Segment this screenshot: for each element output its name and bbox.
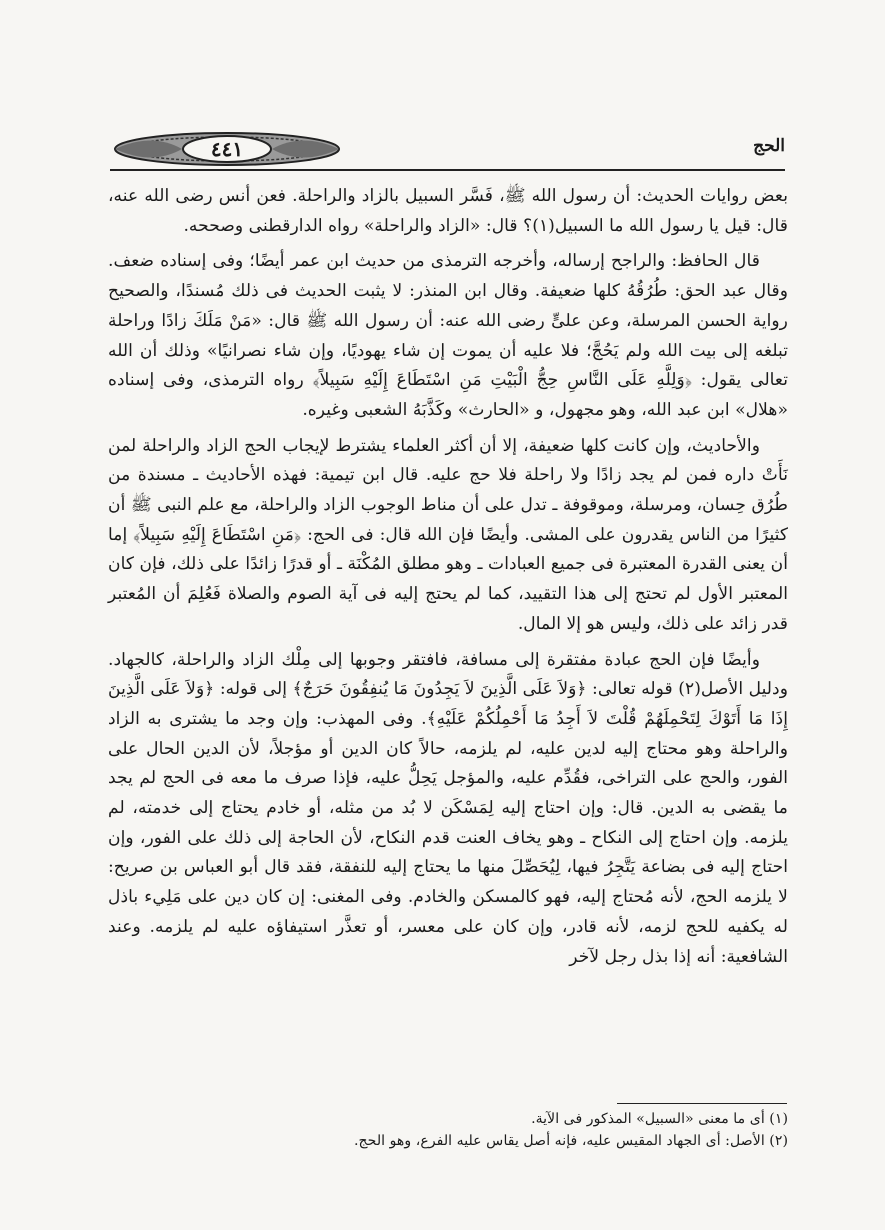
footnote: (١) أى ما معنى «السبيل» المذكور فى الآية. [531, 1111, 788, 1127]
paragraph: والأحاديث، وإن كانت كلها ضعيفة، إلا أن أكثر العلماء يشترط لإيجاب الحج الزاد والراحلة لمن نَأَتْ داره فمن لم يجد زادًا ولا راحلة فلا حج عليه. قال ابن تيمية: فهذه الأحاديث ـ مسندة من طُرُق حِسان، ومرسلة، وموقوفة ـ تدل على أن مناط الوجوب الزاد والراحلة، مع علم النبى ﷺ أن كثيرًا من الناس يقدرون على المشى. وأيضًا فإن الله قال: فى الحج: ﴿مَنِ اسْتَطَاعَ إِلَيْهِ سَبِيلاً﴾ إما أن يعنى القدرة المعتبرة فى جميع العبادات ـ وهو مطلق المُكْنَة ـ أو قدرًا زائدًا على ذلك، فإن كان المعتبر الأول لم تحتج إلى هذا التقييد، كما لم يحتج إليه فى آية الصوم والصلاة فَعُلِمَ أن المُعتبر قدر زائد على ذلك، وليس هو إلا المال. [108, 435, 788, 634]
footnote-divider [617, 1103, 787, 1104]
page-number-badge [112, 130, 342, 168]
header-divider [110, 169, 785, 171]
main-text [108, 182, 788, 972]
paragraph: قال الحافظ: والراجح إرساله، وأخرجه الترمذى من حديث ابن عمر أيضًا؛ وفى إسناده ضعف. وقال عبد الحق: طُرُقُهُ كلها ضعيفة. وقال ابن المنذر: لا يثبت الحديث فى ذلك مُسندًا، والصحيح رواية الحسن المرسلة، وعن علىٍّ رضى الله عنه: أن رسول الله ﷺ قال: «مَنْ مَلَكَ زادًا وراحلة تبلغه إلى بيت الله ولم يَحُجَّ؛ فلا عليه أن يموت إن شاء يهوديًا، وإن شاء نصرانيًا» وذلك أن الله تعالى يقول: ﴿وَلِلَّهِ عَلَى النَّاسِ حِجُّ الْبَيْتِ مَنِ اسْتَطَاعَ إِلَيْهِ سَبِيلاً﴾ رواه الترمذى، وفى إسناده «هلال» ابن عبد الله، وهو مجهول، و «الحارث» وكَذَّبَهُ الشعبى وغيره. [108, 251, 788, 420]
page-number: ٤٤١ [210, 137, 244, 161]
chapter-title: الحج [753, 136, 785, 156]
footnote: (٢) الأصل: أى الجهاد المقيس عليه، فإنه أصل يقاس عليه الفرع، وهو الحج. [354, 1133, 788, 1149]
paragraph: بعض روايات الحديث: أن رسول الله ﷺ، فَسَّر السبيل بالزاد والراحلة. فعن أنس رضى الله عنه، قال: قيل يا رسول الله ما السبيل(١)؟ قال: «الزاد والراحلة» رواه الدارقطنى وصححه. [108, 186, 788, 236]
paragraph: وأيضًا فإن الحج عبادة مفتقرة إلى مسافة، فافتقر وجوبها إلى مِلْك الزاد والراحلة، كالجهاد. ودليل الأصل(٢) قوله تعالى: ﴿وَلاَ عَلَى الَّذِينَ لاَ يَجِدُونَ مَا يُنفِقُونَ حَرَجٌ﴾ إلى قوله: ﴿وَلاَ عَلَى الَّذِينَ إِذَا مَا أَتَوْكَ لِتَحْمِلَهُمْ قُلْتَ لاَ أَجِدُ مَا أَحْمِلُكُمْ عَلَيْهِ﴾. وفى المهذب: وإن وجد ما يشترى به الزاد والراحلة وهو محتاج إليه لدين عليه، لم يلزمه، حالاً كان الدين أو مؤجلاً، لأن الدين الحال على الفور، والحج على التراخى، فقُدِّم عليه، والمؤجل يَحِلُّ عليه، فإذا صرف ما معه فى الحج لم يجد ما يقضى به الدين. قال: وإن احتاج إليه لِمَسْكَن لا بُد من مثله، أو خادم يحتاج إلى خدمته، لم يلزمه. وإن احتاج إلى النكاح ـ وهو يخاف العنت قدم النكاح، لأن الحاجة إلى ذلك على الفور، وإن احتاج إليه فى بضاعة يَتَّجِرُ فيها، لِيُحَصِّلَ منها ما يحتاج إليه للنفقة، فقد قال أبو العباس بن صريح: لا يلزمه الحج، لأنه مُحتاج إليه، فهو كالمسكن والخادم. وفى المغنى: إن كان دين على مَلِيء باذل له يكفيه للحج لزمه، لأنه قادر، وإن كان على معسر، أو تعذَّر استيفاؤه عليه لم يلزمه. وعند الشافعية: أنه إذا بذل رجل لآخر [108, 649, 788, 967]
page-header [110, 128, 785, 172]
footnotes [108, 1108, 788, 1152]
